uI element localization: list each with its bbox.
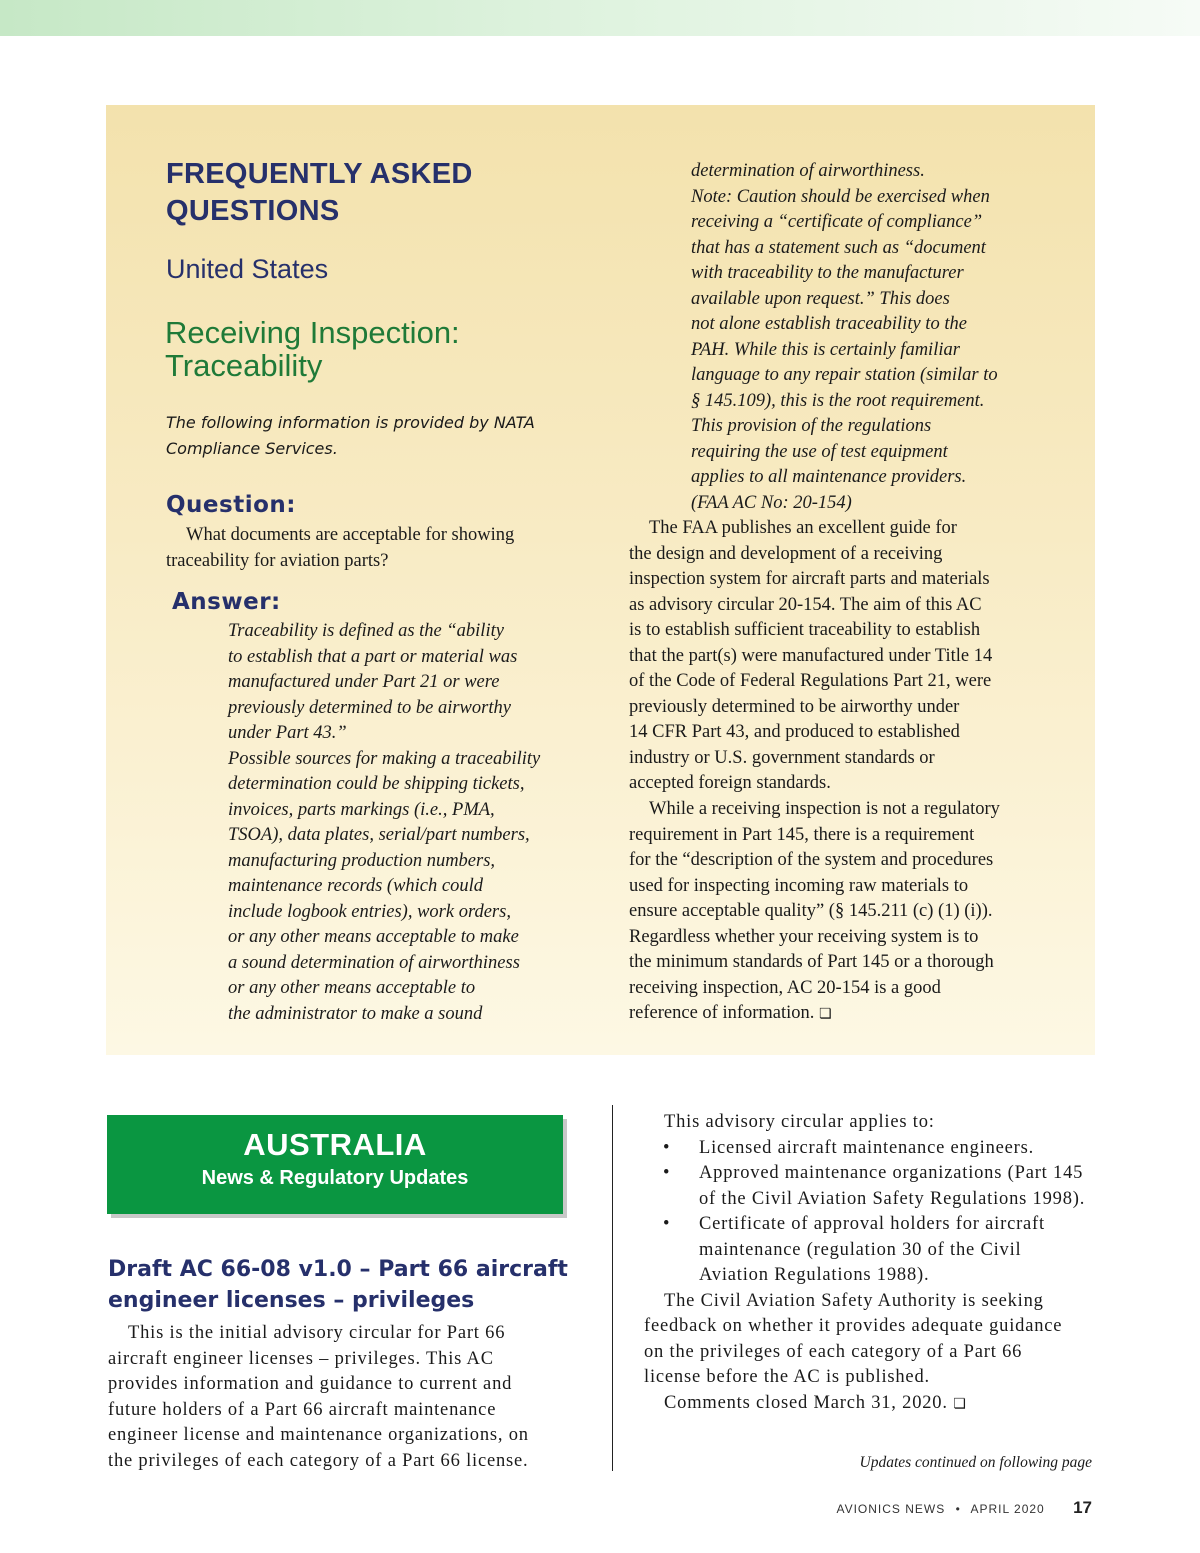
body-line: 14 CFR Part 43, and produced to established (629, 722, 960, 742)
answer-line: to establish that a part or material was (228, 646, 518, 667)
answer-line: This provision of the regulations (691, 416, 932, 436)
list-item (663, 1212, 1085, 1289)
answer-line: TSOA), data plates, serial/part numbers, (228, 825, 530, 845)
answer-line: that has a statement such as “document (691, 237, 986, 258)
answer-line: PAH. While this is certainly familiar (691, 339, 960, 360)
body-line: license before the AC is published. (644, 1367, 930, 1387)
answer-line: manufactured under Part 21 or were (228, 672, 500, 692)
body-line: aircraft engineer licenses – privileges. This AC (108, 1348, 494, 1369)
body-line: feedback on whether it provides adequate guidance (644, 1316, 1063, 1336)
body-line: This is the initial advisory circular for Part 66 (128, 1323, 506, 1343)
answer-line: applies to all maintenance providers. (691, 467, 967, 487)
faq-intro-line-1: The following information is provided by NATA (166, 413, 535, 432)
body-line: While a receiving inspection is not a regulatory (649, 799, 1000, 819)
answer-line: Note: Caution should be exercised when (691, 186, 990, 207)
body-line: the design and development of a receiving (629, 543, 943, 564)
list-item-text: maintenance (regulation 30 of the Civil (699, 1239, 1022, 1260)
answer-line: Traceability is defined as the “ability (228, 621, 504, 641)
body-line: Regardless whether your receiving system is to (629, 926, 979, 947)
bullet-list (644, 1136, 1085, 1289)
faq-heading-line-1: FREQUENTLY ASKED (166, 158, 473, 190)
body-line: requirement in Part 145, there is a requirement (629, 824, 975, 845)
body-line: industry or U.S. government standards or (629, 747, 935, 768)
article-body-continued (644, 1110, 1085, 1417)
footer-publication: AVIONICS NEWS (836, 1502, 946, 1516)
answer-line: § 145.109), this is the root requirement. (691, 390, 985, 411)
body-line: used for inspecting incoming raw materials to (629, 875, 969, 896)
body-line: is to establish sufficient traceability to establish (629, 620, 981, 640)
faq-heading-line-2: QUESTIONS (166, 195, 340, 227)
faq-heading (166, 156, 586, 230)
bullet-icon: • (663, 1163, 671, 1183)
body-line-text: reference of information. (629, 1003, 815, 1023)
body-line: as advisory circular 20-154. The aim of this AC (629, 594, 982, 615)
list-item-text: Aviation Regulations 1988). (699, 1265, 930, 1285)
australia-banner-title: AUSTRALIA (243, 1127, 427, 1162)
comments-closed-line (644, 1391, 1085, 1418)
answer-line: determination could be shipping tickets, (228, 774, 525, 794)
list-item-text: Approved maintenance organizations (Part 145 (699, 1163, 1084, 1183)
list-item (663, 1161, 1085, 1212)
body-line: previously determined to be airworthy under (629, 696, 960, 717)
top-banner-bar (0, 0, 1200, 36)
question-label: Question: (166, 492, 296, 518)
answer-line: language to any repair station (similar to (691, 365, 998, 385)
footer-date: APRIL 2020 (970, 1502, 1045, 1516)
question-text: What documents are acceptable for showing traceability for aviation parts? (166, 525, 515, 571)
faq-topic-line-1: Receiving Inspection: (165, 315, 460, 350)
page-footer (836, 1498, 1092, 1518)
continued-note: Updates continued on following page (859, 1454, 1092, 1471)
column-divider (612, 1105, 613, 1471)
body-line: for the “description of the system and procedures (629, 850, 994, 870)
answer-line: the administrator to make a sound (228, 1003, 483, 1024)
faq-intro (166, 410, 566, 462)
applies-to-line: This advisory circular applies to: (664, 1112, 935, 1132)
body-line: accepted foreign standards. (629, 773, 831, 793)
body-line: engineer license and maintenance organizations, on (108, 1425, 529, 1445)
answer-continued (691, 159, 998, 516)
faq-country: United States (166, 254, 329, 284)
article-title (108, 1254, 578, 1316)
end-of-article-icon: ❏ (819, 1006, 832, 1022)
list-item-text: Certificate of approval holders for aircraft (699, 1214, 1045, 1234)
answer-line: include logbook entries), work orders, (228, 901, 511, 922)
article-title-line-1: Draft AC 66-08 v1.0 – Part 66 aircraft (108, 1257, 568, 1282)
end-of-article-icon: ❏ (953, 1395, 967, 1412)
article-body (108, 1321, 529, 1474)
comments-closed-text: Comments closed March 31, 2020. (664, 1392, 948, 1413)
answer-line: available upon request.” This does (691, 288, 950, 309)
answer-line: manufacturing production numbers, (228, 850, 496, 871)
answer-line: or any other means acceptable to (228, 978, 476, 998)
list-item-text: of the Civil Aviation Safety Regulations 1998). (699, 1188, 1086, 1209)
australia-banner (107, 1115, 563, 1214)
answer-line: under Part 43.” (228, 723, 347, 743)
body-line: the minimum standards of Part 145 or a thorough (629, 952, 994, 972)
faq-body-paragraph-1 (629, 516, 992, 797)
list-item (663, 1136, 1085, 1162)
list-item-text: Licensed aircraft maintenance engineers. (699, 1137, 1035, 1158)
answer-line: determination of airworthiness. (691, 161, 925, 181)
answer-text (228, 619, 540, 1027)
bullet-icon: • (663, 1137, 671, 1158)
body-line: receiving inspection, AC 20-154 is a good (629, 977, 941, 998)
body-line: future holders of a Part 66 aircraft maintenance (108, 1399, 497, 1420)
body-line: The Civil Aviation Safety Authority is seeking (664, 1290, 1044, 1311)
faq-topic-heading (165, 316, 585, 382)
body-line: provides information and guidance to current and (108, 1374, 513, 1394)
answer-line: requiring the use of test equipment (691, 441, 948, 462)
faq-body-paragraph-2 (629, 797, 1000, 1028)
article-title-line-2: engineer licenses – privileges (108, 1288, 475, 1313)
faq-topic-line-2: Traceability (165, 348, 323, 383)
body-line: The FAA publishes an excellent guide for (649, 518, 957, 538)
faq-intro-line-2: Compliance Services. (166, 439, 338, 458)
answer-line: maintenance records (which could (228, 876, 483, 896)
body-line: of the Code of Federal Regulations Part 21, were (629, 671, 992, 691)
answer-line: or any other means acceptable to make (228, 927, 519, 947)
answer-line: not alone establish traceability to the (691, 314, 967, 334)
body-line: that the part(s) were manufactured under Title 14 (629, 645, 993, 666)
answer-label: Answer: (172, 589, 281, 615)
answer-line: invoices, parts markings (i.e., PMA, (228, 799, 495, 820)
answer-line: a sound determination of airworthiness (228, 952, 520, 973)
answer-line: previously determined to be airworthy (228, 697, 511, 718)
bullet-icon: • (663, 1214, 671, 1234)
answer-line: (FAA AC No: 20-154) (691, 492, 852, 513)
page-number: 17 (1073, 1498, 1092, 1517)
answer-line: Possible sources for making a traceability (228, 748, 541, 769)
answer-line: with traceability to the manufacturer (691, 263, 964, 283)
body-line (629, 1001, 1000, 1028)
australia-banner-subtitle: News & Regulatory Updates (201, 1167, 469, 1189)
body-line: the privileges of each category of a Part 66 license. (108, 1450, 529, 1471)
body-line: on the privileges of each category of a Part 66 (644, 1341, 1023, 1362)
footer-separator: • (955, 1502, 961, 1516)
body-line: ensure acceptable quality” (§ 145.211 (c) (1) (i)). (629, 901, 993, 921)
body-line: inspection system for aircraft parts and materials (629, 569, 990, 589)
answer-line: receiving a “certificate of compliance” (691, 212, 983, 232)
